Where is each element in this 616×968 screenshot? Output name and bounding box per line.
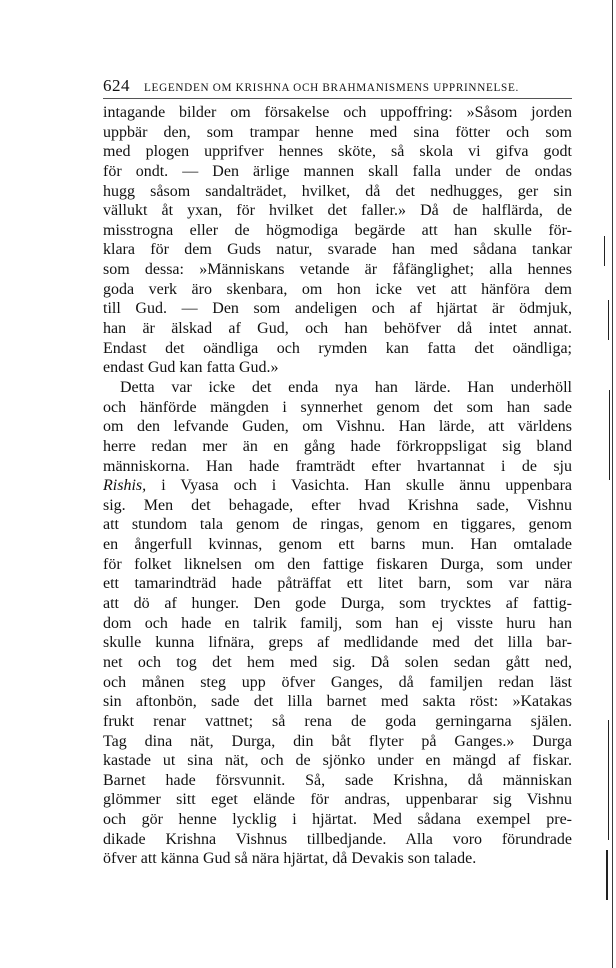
- text-line: en ångerfull kvinnas, genom ett barns mun. Han omtalade: [103, 536, 572, 554]
- text-line: Barnet hade försvunnit. Så, sade Krishna, då människan: [103, 771, 572, 789]
- text-line: misstrogna eller de högmodiga begärde att han skulle för-: [103, 221, 572, 239]
- running-title: LEGENDEN OM KRISHNA OCH BRAHMANISMENS UPPRINNELSE.: [144, 82, 519, 94]
- scan-edge-mark: [612, 0, 613, 968]
- scan-edge-mark: [606, 850, 608, 900]
- text-line: endast Gud kan fatta Gud.»: [103, 359, 279, 377]
- text-line: att dö af hunger. Den gode Durga, som trycktes af fattig-: [103, 595, 572, 613]
- text-line-rest: i Vyasa och i Vasichta. Han skulle ännu uppenbara: [161, 477, 573, 495]
- text-line: vällukt åt yxan, för hvilket det faller.» Då de halflärda, de: [103, 202, 572, 220]
- scan-edge-mark: [608, 300, 609, 340]
- text-line: om den lefvande Guden, om Vishnu. Han lärde, att världens: [103, 418, 572, 436]
- text-line: sig. Men det behagade, efter hvad Krishna sade, Vishnu: [103, 496, 572, 514]
- text-line: öfver att känna Gud så nära hjärtat, då Devakis son talade.: [103, 850, 477, 868]
- italic-term: Rishis,: [103, 477, 147, 495]
- text-line: skulle kunna lifnära, greps af medlidande med det lilla bar-: [103, 634, 572, 652]
- text-line: hugg såsom sandalträdet, hvilket, då det nedhugges, ger sin: [103, 182, 572, 200]
- text-line: ett tamarindträd hade påträffat ett litet barn, som var nära: [103, 575, 572, 593]
- body-text: [103, 103, 572, 869]
- text-line: för ondt. — Den ärlige mannen skall falla under de ondas: [103, 162, 572, 180]
- text-line: Endast det oändliga och rymden kan fatta det oändliga;: [103, 339, 572, 357]
- text-line: och månen steg upp öfver Ganges, då familjen redan läst: [103, 673, 572, 691]
- scan-edge-mark: [604, 236, 605, 266]
- text-line: att stundom tala genom de ringas, genom en tiggares, genom: [103, 516, 572, 534]
- text-line: kastade ut sina nät, och de sjönko under en mängd af fiskar.: [103, 752, 572, 770]
- text-line: sin aftonbön, sade det lilla barnet med sakta röst: »Katakas: [103, 693, 572, 711]
- header-rule: [103, 98, 572, 99]
- text-line: glömmer sitt eget elände för andras, uppenbarar sig Vishnu: [103, 791, 572, 809]
- text-line: frukt renar vattnet; så rena de goda gerningarna själen.: [103, 712, 572, 730]
- text-line: intagande bilder om försakelse och uppoffring: »Såsom jorden: [103, 104, 572, 121]
- text-line: klara för dem Guds natur, svarade han med sådana tankar: [103, 241, 572, 259]
- text-line: net och tog det hem med sig. Då solen sedan gått ned,: [103, 653, 572, 671]
- text-line: dom och hade en talrik familj, som han ej visste huru han: [103, 614, 572, 632]
- text-line: till Gud. — Den som andeligen och af hjärtat är ödmjuk,: [103, 300, 572, 318]
- text-line: herre redan mer än en gång hade förkroppsligat sig bland: [103, 437, 572, 455]
- text-line: med plogen upprifver hennes sköte, så skola vi gifva godt: [103, 143, 572, 161]
- text-line: uppbär den, som trampar henne med sina fötter och som: [103, 123, 572, 141]
- text-line-with-italic: [103, 476, 572, 496]
- text-line: och hänförde mängden i synnerhet genom det som han sade: [103, 398, 572, 416]
- text-line: för folket liknelsen om den fattige fiskaren Durga, som under: [103, 555, 572, 573]
- text-line: och gör henne lycklig i hjärtat. Med sådana exempel pre-: [103, 811, 572, 829]
- text-line: som dessa: »Människans vetande är fåfänglighet; alla hennes: [103, 261, 572, 279]
- text-line: dikade Krishna Vishnus tillbedjande. Alla voro förundrade: [103, 830, 572, 848]
- text-line: Tag dina nät, Durga, din båt flyter på Ganges.» Durga: [103, 732, 572, 750]
- scan-edge-mark: [609, 390, 610, 480]
- scan-edge-mark: [608, 720, 609, 840]
- running-head: [103, 76, 573, 96]
- text-line: goda verk äro skenbara, om hon icke vet att hänföra dem: [103, 280, 572, 298]
- text-line: människorna. Han hade framträdt efter hvartannat i de sju: [103, 457, 572, 475]
- page-number: 624: [103, 76, 130, 95]
- text-line-paragraph-start: Detta var icke det enda nya han lärde. Han underhöll: [120, 378, 572, 396]
- text-line: han är älskad af Gud, och han behöfver då intet annat.: [103, 320, 572, 338]
